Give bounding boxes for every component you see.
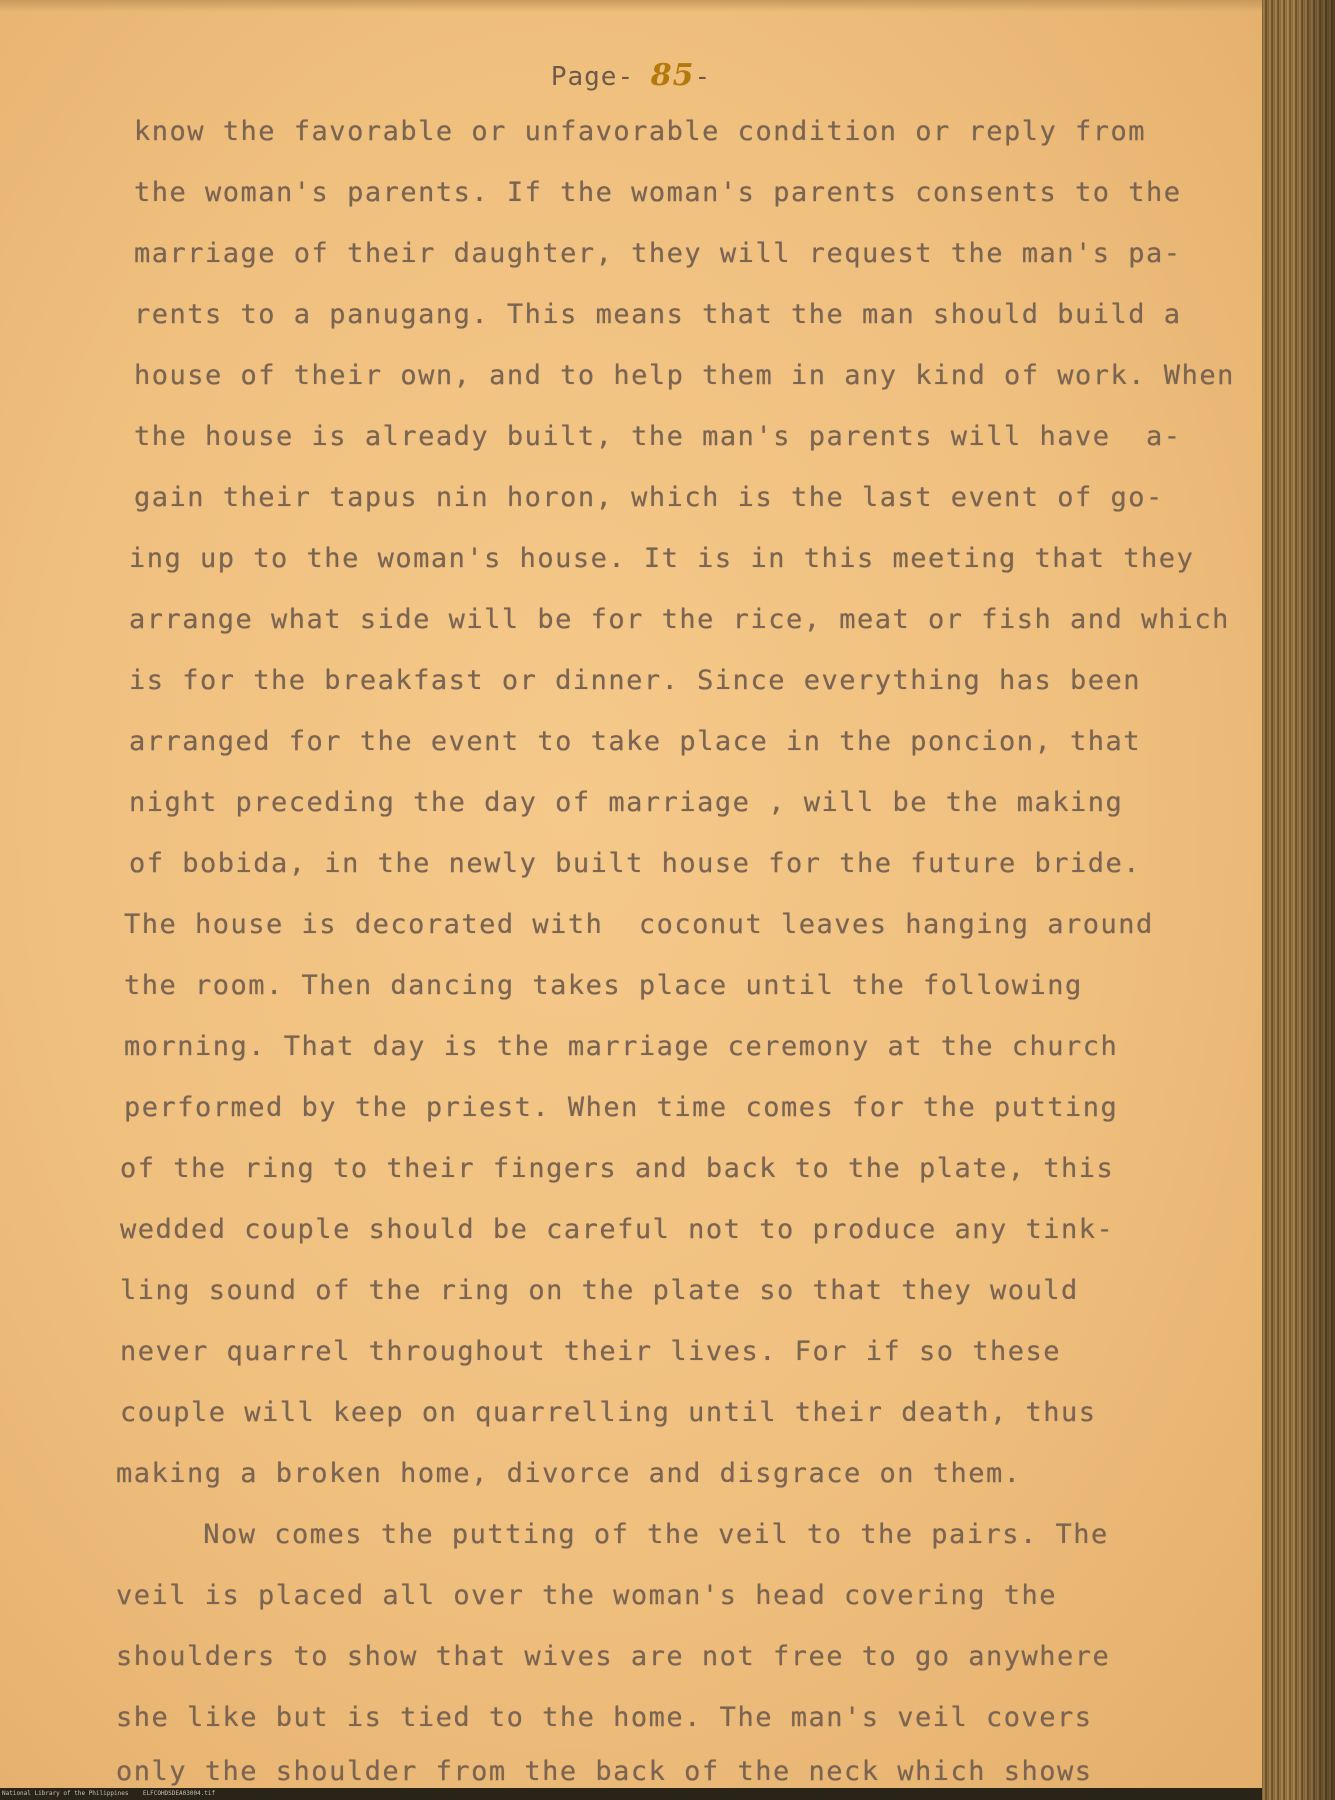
book-page-edges (1262, 0, 1335, 1800)
text-line: know the favorable or unfavorable condition or reply from (134, 116, 1147, 147)
top-edge-shadow (0, 0, 1262, 12)
text-line: arranged for the event to take place in the poncion, that (129, 726, 1142, 757)
text-line: the woman's parents. If the woman's parents consents to the (134, 177, 1182, 208)
text-line: the room. Then dancing takes place until the following (124, 970, 1083, 1001)
archive-footer: National Library of the Philippines ELFCOHDSDEA03004.tif (0, 1788, 1262, 1800)
text-line: only the shoulder from the back of the neck which shows (116, 1756, 1093, 1787)
page-header (0, 58, 1262, 93)
text-line: making a broken home, divorce and disgrace on them. (116, 1458, 1022, 1489)
text-line: shoulders to show that wives are not free to go anywhere (116, 1641, 1111, 1672)
text-line: marriage of their daughter, they will request the man's pa- (134, 238, 1182, 269)
text-line: veil is placed all over the woman's head covering the (116, 1580, 1058, 1611)
text-line: gain their tapus nin horon, which is the last event of go- (134, 482, 1164, 513)
text-line: rents to a panugang. This means that the man should build a (134, 299, 1182, 330)
text-line: she like but is tied to the home. The man's veil covers (116, 1702, 1093, 1733)
text-line: house of their own, and to help them in any kind of work. When (134, 360, 1235, 391)
text-line: morning. That day is the marriage ceremony at the church (124, 1031, 1119, 1062)
text-line: night preceding the day of marriage , will be the making (129, 787, 1124, 818)
text-line: performed by the priest. When time comes for the putting (124, 1092, 1119, 1123)
text-line: couple will keep on quarrelling until their death, thus (120, 1397, 1097, 1428)
text-line: is for the breakfast or dinner. Since everything has been (129, 665, 1142, 696)
page-number: 85 (650, 58, 695, 93)
text-line: arrange what side will be for the rice, meat or fish and which (129, 604, 1230, 635)
text-line: Now comes the putting of the veil to the pairs. The (150, 1519, 1109, 1550)
text-line: the house is already built, the man's parents will have a- (134, 421, 1182, 452)
page-label-suffix: - (694, 62, 712, 92)
text-line: of bobida, in the newly built house for the future bride. (129, 848, 1142, 879)
page-label: Page- (550, 62, 635, 92)
text-line: The house is decorated with coconut leaves hanging around (124, 909, 1154, 940)
text-line: never quarrel throughout their lives. For if so these (120, 1336, 1062, 1367)
text-line: of the ring to their fingers and back to the plate, this (120, 1153, 1115, 1184)
text-line: wedded couple should be careful not to produce any tink- (120, 1214, 1115, 1245)
text-line: ing up to the woman's house. It is in this meeting that they (129, 543, 1195, 574)
text-line: ling sound of the ring on the plate so that they would (120, 1275, 1079, 1306)
